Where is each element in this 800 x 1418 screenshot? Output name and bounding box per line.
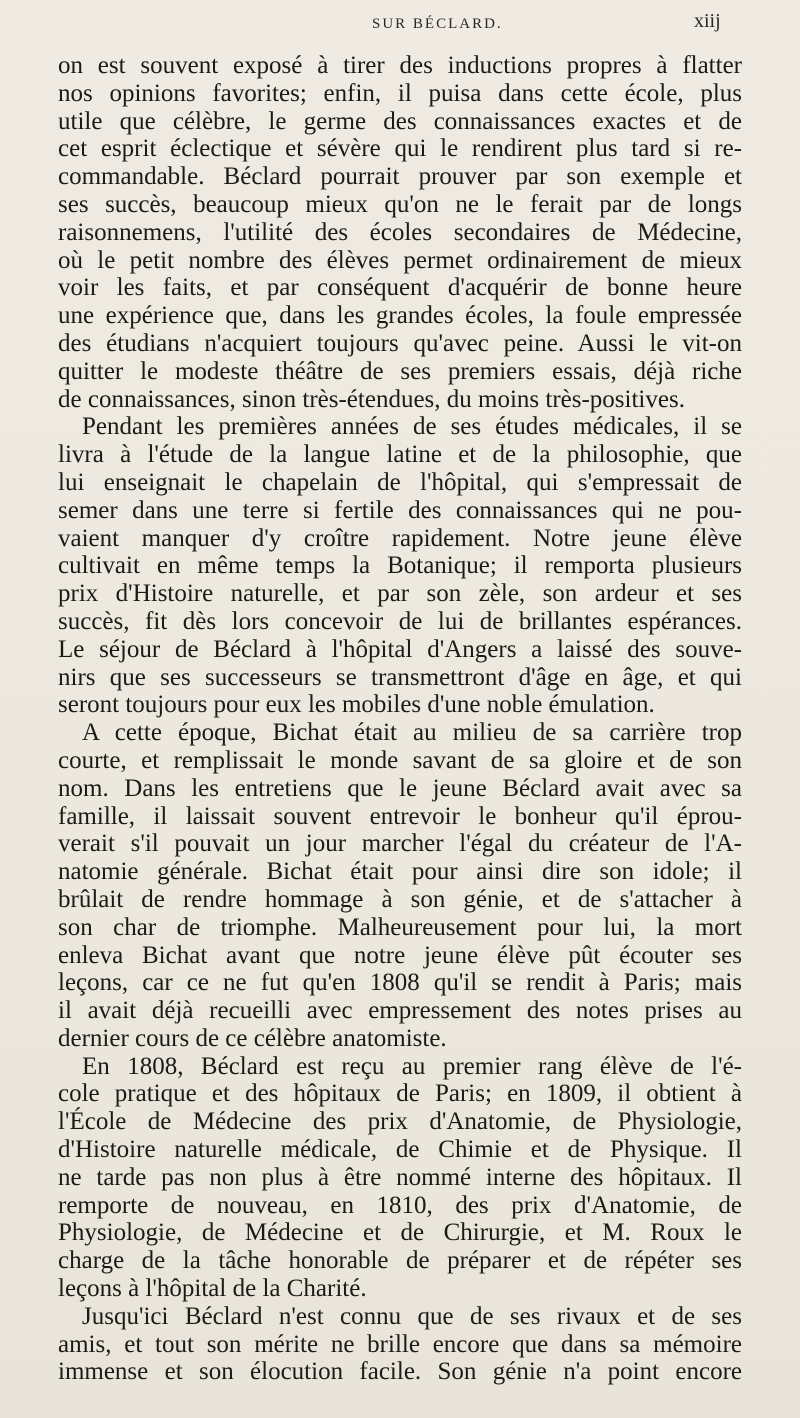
text-line: une expérience que, dans les grandes écoles, la foule empressée bbox=[58, 302, 742, 330]
text-line: voir les faits, et par conséquent d'acquérir de bonne heure bbox=[58, 274, 742, 302]
text-line: prix d'Histoire naturelle, et par son zèle, son ardeur et ses bbox=[58, 580, 742, 608]
text-line: A cette époque, Bichat était au milieu de sa carrière trop bbox=[82, 719, 742, 747]
text-line: vaient manquer d'y croître rapidement. Notre jeune élève bbox=[58, 524, 742, 552]
body-text bbox=[58, 52, 742, 1386]
text-line: cultivait en même temps la Botanique; il remporta plusieurs bbox=[58, 552, 742, 580]
text-line: Jusqu'ici Béclard n'est connu que de ses rivaux et de ses bbox=[82, 1302, 742, 1330]
text-line: où le petit nombre des élèves permet ordinairement de mieux bbox=[58, 246, 742, 274]
text-line: leçons à l'hôpital de la Charité. bbox=[58, 1275, 367, 1303]
text-line: nirs que ses successeurs se transmettront d'âge en âge, et qui bbox=[58, 663, 742, 691]
text-line: dernier cours de ce célèbre anatomiste. bbox=[58, 1024, 447, 1052]
text-line: d'Histoire naturelle médicale, de Chimie et de Physique. Il bbox=[58, 1136, 742, 1164]
text-line: leçons, car ce ne fut qu'en 1808 qu'il se rendit à Paris; mais bbox=[58, 969, 742, 997]
text-line: ses succès, beaucoup mieux qu'on ne le ferait par de longs bbox=[58, 190, 742, 218]
text-line: nom. Dans les entretiens que le jeune Béclard avait avec sa bbox=[58, 774, 742, 802]
text-line: seront toujours pour eux les mobiles d'une noble émulation. bbox=[58, 691, 655, 719]
text-line: Le séjour de Béclard à l'hôpital d'Angers a laissé des souve- bbox=[58, 635, 742, 663]
text-line: immense et son élocution facile. Son génie n'a point encore bbox=[58, 1358, 742, 1386]
text-line: il avait déjà recueilli avec empressement des notes prises au bbox=[58, 997, 742, 1025]
text-line: des étudians n'acquiert toujours qu'avec peine. Aussi le vit-on bbox=[58, 329, 742, 357]
text-line: commandable. Béclard pourrait prouver par son exemple et bbox=[58, 163, 742, 191]
page-number: xiij bbox=[694, 10, 721, 32]
text-line: son char de triomphe. Malheureusement pour lui, la mort bbox=[58, 913, 742, 941]
text-line: utile que célèbre, le germe des connaissances exactes et de bbox=[58, 107, 742, 135]
text-line: amis, et tout son mérite ne brille encore que dans sa mémoire bbox=[58, 1330, 742, 1358]
text-line: de connaissances, sinon très-étendues, du moins très-positives. bbox=[58, 385, 685, 413]
text-line: ne tarde pas non plus à être nommé interne des hôpitaux. Il bbox=[58, 1163, 742, 1191]
running-title: SUR BÉCLARD. bbox=[372, 16, 503, 32]
text-line: nos opinions favorites; enfin, il puisa dans cette école, plus bbox=[58, 79, 742, 107]
text-line: remporte de nouveau, en 1810, des prix d'Anatomie, de bbox=[58, 1191, 742, 1219]
text-line: raisonnemens, l'utilité des écoles secondaires de Médecine, bbox=[58, 218, 742, 246]
text-line: lui enseignait le chapelain de l'hôpital, qui s'empressait de bbox=[58, 468, 742, 496]
text-line: brûlait de rendre hommage à son génie, et de s'attacher à bbox=[58, 885, 742, 913]
running-head bbox=[0, 10, 800, 40]
text-line: cole pratique et des hôpitaux de Paris; en 1809, il obtient à bbox=[58, 1080, 742, 1108]
text-line: Pendant les premières années de ses études médicales, il se bbox=[82, 413, 742, 441]
text-line: quitter le modeste théâtre de ses premiers essais, déjà riche bbox=[58, 357, 742, 385]
text-line: cet esprit éclectique et sévère qui le rendirent plus tard si re- bbox=[58, 135, 742, 163]
text-line: En 1808, Béclard est reçu au premier rang élève de l'é- bbox=[82, 1052, 742, 1080]
text-line: verait s'il pouvait un jour marcher l'égal du créateur de l'A- bbox=[58, 830, 742, 858]
text-line: succès, fit dès lors concevoir de lui de brillantes espérances. bbox=[58, 607, 742, 635]
text-line: semer dans une terre si fertile des connaissances qui ne pou- bbox=[58, 496, 742, 524]
text-line: livra à l'étude de la langue latine et de la philosophie, que bbox=[58, 441, 742, 469]
text-line: on est souvent exposé à tirer des inductions propres à flatter bbox=[58, 52, 742, 79]
text-line: courte, et remplissait le monde savant de sa gloire et de son bbox=[58, 746, 742, 774]
text-line: l'École de Médecine des prix d'Anatomie, de Physiologie, bbox=[58, 1108, 742, 1136]
text-line: natomie générale. Bichat était pour ainsi dire son idole; il bbox=[58, 858, 742, 886]
text-line: charge de la tâche honorable de préparer et de répéter ses bbox=[58, 1247, 742, 1275]
text-line: enleva Bichat avant que notre jeune élève pût écouter ses bbox=[58, 941, 742, 969]
text-line: Physiologie, de Médecine et de Chirurgie, et M. Roux le bbox=[58, 1219, 742, 1247]
text-line: famille, il laissait souvent entrevoir le bonheur qu'il éprou- bbox=[58, 802, 742, 830]
